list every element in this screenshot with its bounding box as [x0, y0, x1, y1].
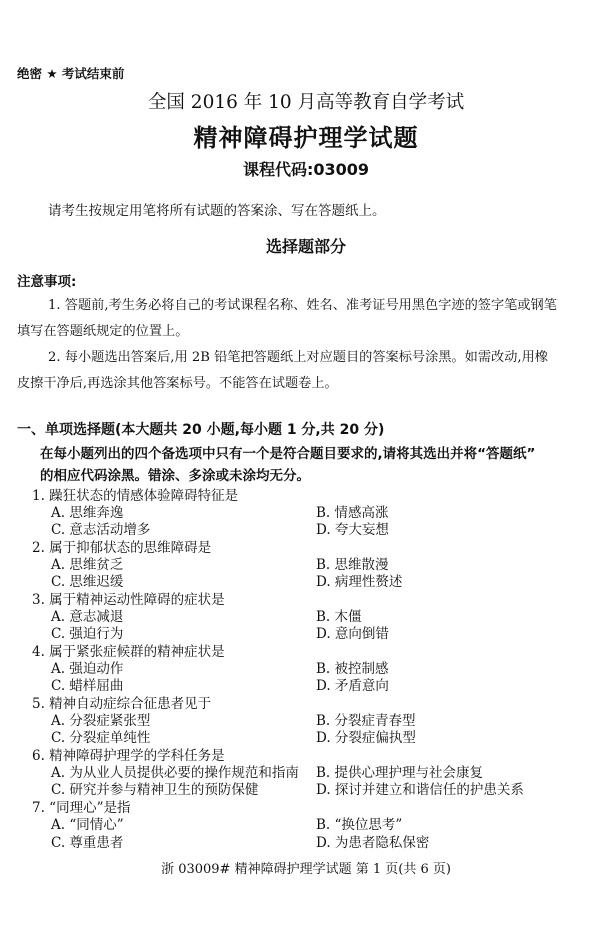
note-2-line-2: 皮擦干净后,再选涂其他答案标号。不能答在试题卷上。	[17, 376, 338, 391]
part1-desc-line-2: 的相应代码涂黑。错涂、多涂或未涂均无分。	[40, 468, 310, 484]
part1-heading: 一、单项选择题(本大题共 20 小题,每小题 1 分,共 20 分)	[17, 422, 385, 438]
option-c: C. 研究并参与精神卫生的预防保健	[51, 782, 259, 798]
paper-title: 精神障碍护理学试题	[193, 124, 419, 152]
option-b: B. 分裂症青春型	[316, 713, 416, 729]
option-d: D. 分裂症偏执型	[316, 730, 416, 746]
question-stem: 4. 属于紧张症候群的精神症状是	[32, 644, 225, 660]
course-code: 课程代码:03009	[242, 160, 370, 179]
instruction: 请考生按规定用笔将所有试题的答案涂、写在答题纸上。	[48, 203, 386, 219]
notes-title: 注意事项:	[17, 274, 77, 290]
option-b: B. 被控制感	[316, 661, 389, 677]
option-b: B. “换位思考”	[316, 817, 403, 833]
option-c: C. 意志活动增多	[51, 522, 151, 538]
option-a: A. “同情心”	[51, 817, 124, 833]
option-c: C. 蜡样屈曲	[51, 678, 124, 694]
option-d: D. 夸大妄想	[316, 522, 389, 538]
section-title: 选择题部分	[265, 237, 346, 256]
page-footer: 浙 03009# 精神障碍护理学试题 第 1 页(共 6 页)	[161, 862, 451, 877]
part1-desc-line-1: 在每小题列出的四个备选项中只有一个是符合题目要求的,请将其选出并将“答题纸”	[40, 446, 536, 462]
option-a: A. 思维奔逸	[51, 505, 124, 521]
option-b: B. 情感高涨	[316, 505, 389, 521]
question-stem: 6. 精神障碍护理学的学科任务是	[32, 748, 225, 764]
note-1-line-1: 1. 答题前,考生务必将自己的考试课程名称、姓名、准考证号用黑色字迹的签字笔或钢笔	[48, 298, 557, 313]
option-a: A. 意志减退	[51, 609, 124, 625]
option-a: A. 思维贫乏	[51, 557, 124, 573]
option-d: D. 为患者隐私保密	[316, 835, 430, 851]
note-1-line-2: 填写在答题纸规定的位置上。	[17, 324, 189, 339]
option-d: D. 意向倒错	[316, 626, 389, 642]
option-c: C. 分裂症单纯性	[51, 730, 151, 746]
option-b: B. 思维散漫	[316, 557, 389, 573]
option-c: C. 思维迟缓	[51, 574, 124, 590]
question-stem: 2. 属于抑郁状态的思维障碍是	[32, 540, 212, 556]
option-a: A. 为从业人员提供必要的操作规范和指南	[51, 765, 299, 781]
option-b: B. 提供心理护理与社会康复	[316, 765, 484, 781]
secret-label: 绝密 ★ 考试结束前	[17, 66, 125, 81]
option-a: A. 强迫动作	[51, 661, 124, 677]
option-c: C. 尊重患者	[51, 835, 124, 851]
option-d: D. 探讨并建立和谐信任的护患关系	[316, 782, 524, 798]
question-stem: 5. 精神自动症综合征患者见于	[32, 696, 212, 712]
option-c: C. 强迫行为	[51, 626, 124, 642]
question-stem: 7. “同理心”是指	[32, 800, 131, 816]
exam-title: 全国 2016 年 10 月高等教育自学考试	[147, 92, 465, 113]
note-2-line-1: 2. 每小题选出答案后,用 2B 铅笔把答题纸上对应题目的答案标号涂黑。如需改动,用橡	[48, 350, 548, 365]
option-d: D. 病理性赘述	[316, 574, 403, 590]
option-b: B. 木僵	[316, 609, 362, 625]
question-stem: 1. 躁狂状态的情感体验障碍特征是	[32, 488, 239, 504]
question-stem: 3. 属于精神运动性障碍的症状是	[32, 592, 225, 608]
option-d: D. 矛盾意向	[316, 678, 389, 694]
option-a: A. 分裂症紧张型	[51, 713, 151, 729]
